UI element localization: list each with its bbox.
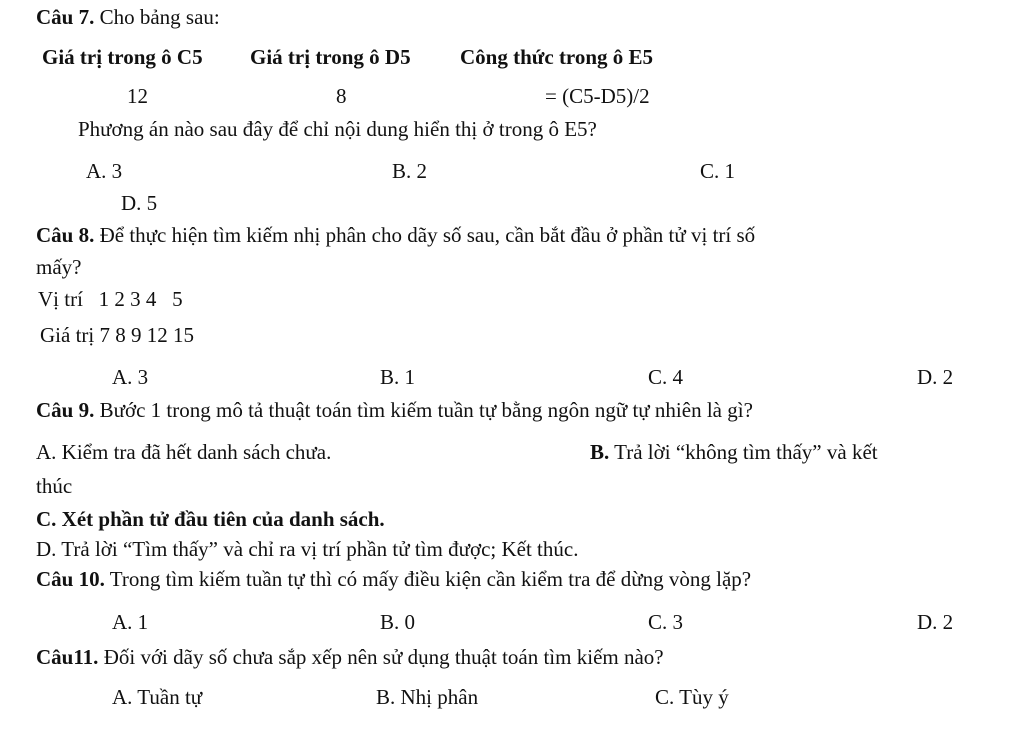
q8-position-values: 1 2 3 4 5 <box>98 287 183 311</box>
q7-number: Câu 7. <box>36 5 95 29</box>
q10-option-c: C. 3 <box>648 610 684 634</box>
q9-number: Câu 9. <box>36 398 95 422</box>
q7-option-c: C. 1 <box>700 159 736 183</box>
q8-value-values: 7 8 9 12 15 <box>99 323 194 347</box>
q10-option-a: A. 1 <box>112 610 149 634</box>
q8-option-a: A. 3 <box>112 365 149 389</box>
q10-option-b: B. 0 <box>380 610 416 634</box>
q9-heading <box>36 398 753 423</box>
q7-table-header-d5: Giá trị trong ô D5 <box>250 45 411 69</box>
q8-value-row <box>40 323 194 348</box>
q9-option-b-letter: B. <box>590 440 610 464</box>
q11-option-c: C. Tùy ý <box>655 685 729 709</box>
q10-heading <box>36 567 751 592</box>
q9-option-a: A. Kiểm tra đã hết danh sách chưa. <box>36 440 332 464</box>
q8-option-c: C. 4 <box>648 365 684 389</box>
q8-position-label: Vị trí <box>38 287 83 311</box>
q8-option-b: B. 1 <box>380 365 416 389</box>
q7-table-cell-c5: 12 <box>127 84 148 108</box>
q7-table-cell-e5: = (C5-D5)/2 <box>545 84 650 108</box>
q11-option-b: B. Nhị phân <box>376 685 479 709</box>
q10-text: Trong tìm kiếm tuần tự thì có mấy điều kiện cần kiểm tra để dừng vòng lặp? <box>109 567 752 591</box>
q7-table-header-e5: Công thức trong ô E5 <box>460 45 654 69</box>
q11-number: Câu11. <box>36 645 99 669</box>
q11-text: Đối với dãy số chưa sắp xếp nên sử dụng thuật toán tìm kiếm nào? <box>103 645 664 669</box>
q7-option-d: D. 5 <box>121 191 158 215</box>
q8-option-d: D. 2 <box>917 365 954 389</box>
q11-heading <box>36 645 664 670</box>
q8-position-row <box>38 287 183 312</box>
q7-table-cell-d5: 8 <box>336 84 347 108</box>
q8-heading <box>36 223 755 248</box>
q8-text-line2: mấy? <box>36 255 82 279</box>
q9-option-b <box>590 440 878 465</box>
q7-table-header-c5: Giá trị trong ô C5 <box>42 45 203 69</box>
q7-option-b: B. 2 <box>392 159 428 183</box>
q7-text: Cho bảng sau: <box>99 5 220 29</box>
q7-option-a: A. 3 <box>86 159 123 183</box>
q9-option-b-continued: thúc <box>36 474 73 498</box>
q9-option-d: D. Trả lời “Tìm thấy” và chỉ ra vị trí phần tử tìm được; Kết thúc. <box>36 537 579 561</box>
q10-option-d: D. 2 <box>917 610 954 634</box>
q7-question: Phương án nào sau đây để chỉ nội dung hiển thị ở trong ô E5? <box>78 117 597 141</box>
q11-option-a: A. Tuần tự <box>112 685 203 709</box>
q8-value-label: Giá trị <box>40 323 95 347</box>
q7-heading <box>36 5 220 30</box>
q8-text-line1: Để thực hiện tìm kiếm nhị phân cho dãy số sau, cần bắt đầu ở phần tử vị trí số <box>99 223 756 247</box>
q9-text: Bước 1 trong mô tả thuật toán tìm kiếm tuần tự bằng ngôn ngữ tự nhiên là gì? <box>99 398 753 422</box>
q9-option-b-text: Trả lời “không tìm thấy” và kết <box>614 440 878 464</box>
q10-number: Câu 10. <box>36 567 105 591</box>
q8-number: Câu 8. <box>36 223 95 247</box>
q9-option-c: C. Xét phần tử đầu tiên của danh sách. <box>36 507 385 531</box>
